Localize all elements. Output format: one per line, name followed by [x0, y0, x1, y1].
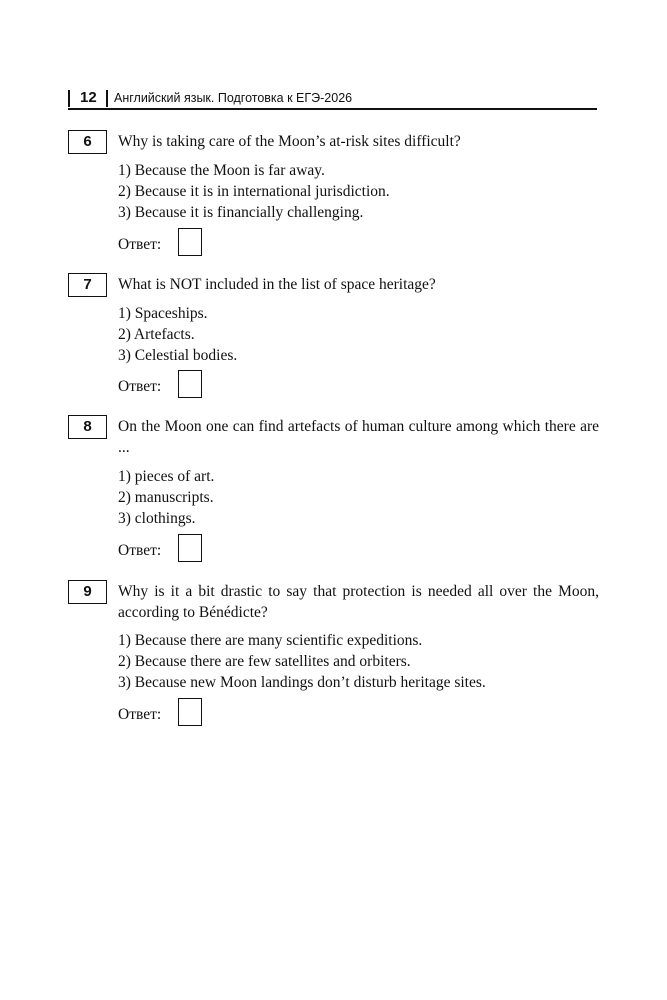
option-2: 2) Because there are few satellites and orbiters.: [118, 653, 411, 670]
answer-box[interactable]: [178, 370, 202, 398]
task-number-box: 8: [68, 415, 107, 439]
answer-label: Ответ:: [118, 236, 162, 253]
options-list: [118, 160, 390, 223]
question-text: What is NOT included in the list of space heritage?: [118, 276, 436, 293]
option-1: 1) Spaceships.: [118, 305, 208, 322]
option-3: 3) Because new Moon landings don’t disturb heritage sites.: [118, 674, 486, 691]
book-title: Английский язык. Подготовка к ЕГЭ-2026: [114, 91, 353, 105]
answer-box[interactable]: [178, 698, 202, 726]
header-left-bar: [68, 90, 70, 107]
option-3: 3) Celestial bodies.: [118, 347, 238, 364]
option-2: 2) Because it is in international jurisdiction.: [118, 183, 390, 200]
options-list: [118, 303, 237, 366]
question-text: On the Moon one can find artefacts of human culture among which there are ...: [118, 418, 599, 456]
answer-label: Ответ:: [118, 378, 162, 395]
answer-box[interactable]: [178, 228, 202, 256]
page-header: [68, 88, 353, 108]
option-1: 1) Because there are many scientific expeditions.: [118, 632, 423, 649]
options-list: [118, 630, 486, 693]
option-3: 3) clothings.: [118, 510, 196, 527]
question-text: Why is taking care of the Moon’s at-risk sites difficult?: [118, 133, 461, 150]
task-number-box: 7: [68, 273, 107, 297]
options-list: [118, 466, 214, 529]
answer-label: Ответ:: [118, 542, 162, 559]
answer-box[interactable]: [178, 534, 202, 562]
option-2: 2) manuscripts.: [118, 489, 214, 506]
page-number: 12: [80, 89, 97, 106]
option-2: 2) Artefacts.: [118, 326, 195, 343]
header-separator: [106, 90, 108, 107]
option-1: 1) Because the Moon is far away.: [118, 162, 325, 179]
answer-label: Ответ:: [118, 706, 162, 723]
option-1: 1) pieces of art.: [118, 468, 215, 485]
header-rule: [68, 108, 597, 110]
task-number-box: 6: [68, 130, 107, 154]
task-number-box: 9: [68, 580, 107, 604]
option-3: 3) Because it is financially challenging.: [118, 204, 364, 221]
question-text: Why is it a bit drastic to say that protection is needed all over the Moon, according to Bénédicte?: [118, 583, 599, 621]
